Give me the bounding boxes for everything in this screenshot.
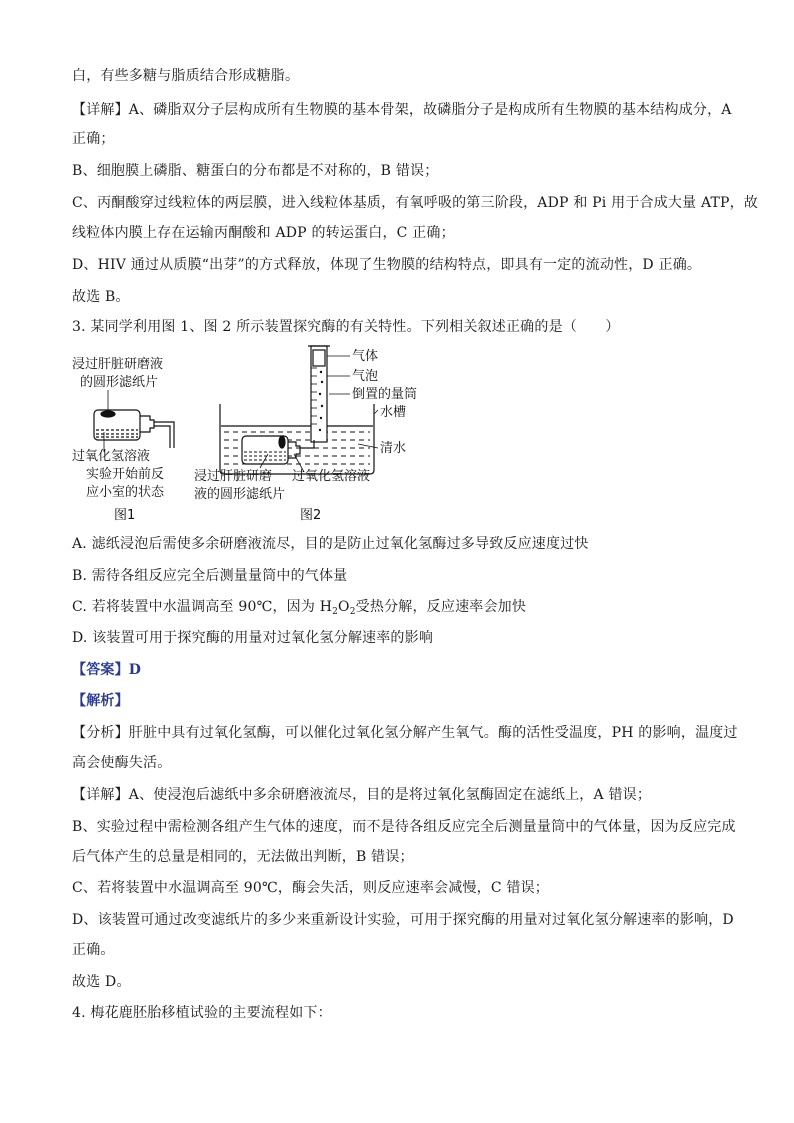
fig1-reaction-chamber [94,390,174,452]
fig1-label-filter-paper-1: 浸过肝脏研磨液 [72,357,164,372]
subscript: 2 [349,607,356,617]
fig1-label-h2o2: 过氧化氢溶液 [72,449,151,464]
next-question-stem: 4. 梅花鹿胚胎移植试验的主要流程如下： [72,1005,332,1021]
text-line: B、细胞膜上磷脂、糖蛋白的分布都是不对称的，B 错误； [72,163,439,179]
fig2-label-filter-paper-1: 浸过肝脏研磨 [194,469,273,484]
analysis-line: C、若将装置中水温调高至 90℃，酶会失活，则反应速率会减慢，C 错误； [72,880,549,896]
option-c [72,597,732,617]
analysis-line: 后气体产生的总量是相同的，无法做出判断，B 错误； [72,849,414,865]
text-line: 【详解】A、磷脂双分子层构成所有生物膜的基本骨架，故磷脂分子是构成所有生物膜的基本结构成分，A [72,102,732,118]
apparatus-figure [68,344,448,526]
option-b: B. 需待各组反应完全后测量量筒中的气体量 [72,568,348,584]
fig1-caption: 图1 [114,508,136,523]
text-line: 白，有些多糖与脂质结合形成糖脂。 [72,68,300,84]
analysis-line: B、实验过程中需检测各组产生气体的速度，而不是待各组反应完全后测量量筒中的气体量，因为反应完成 [72,819,736,835]
analysis-heading: 【解析】 [72,693,129,709]
analysis-line: 【分析】肝脏中具有过氧化氢酶，可以催化过氧化氢分解产生氧气。酶的活性受温度，PH 的影响，温度过 [72,725,738,741]
fig1-label-state-1: 实验开始前反 [86,467,165,482]
analysis-line: D、该装置可通过改变滤纸片的多少来重新设计实验，可用于探究酶的用量对过氧化氢分解速率的影响，D [72,912,734,928]
option-c-text: 受热分解，反应速率会加快 [355,599,527,615]
analysis-line: 高会使酶失活。 [72,755,172,771]
fig2-label-h2o2: 过氧化氢溶液 [292,469,371,484]
option-d: D. 该装置可用于探究酶的用量对过氧化氢分解速率的影响 [72,630,434,646]
fig2-caption: 图2 [300,508,322,523]
fig2-label-cylinder: 倒置的量筒 [352,387,418,402]
question-stem: 3. 某同学利用图 1、图 2 所示装置探究酶的有关特性。下列相关叙述正确的是（ ） [72,319,620,335]
text-line: D、HIV 通过从质膜“出芽”的方式释放，体现了生物膜的结构特点，即具有一定的流动性，D 正确。 [72,257,702,273]
text-line: C、丙酮酸穿过线粒体的两层膜，进入线粒体基质，有氧呼吸的第三阶段，ADP 和 Pi 用于合成大量 ATP，故 [72,195,759,211]
answer-label: 【答案】D [72,662,142,678]
fig2-label-bubble: 气泡 [352,369,379,384]
fig2-label-gas: 气体 [352,349,379,364]
text-line: 线粒体内膜上存在运输丙酮酸和 ADP 的转运蛋白，C 正确； [72,225,455,241]
option-c-text: O [338,599,350,615]
fig1-label-filter-paper-2: 的圆形滤纸片 [80,375,159,390]
option-c-text: C. 若将装置中水温调高至 90℃，因为 H [72,599,333,615]
analysis-line: 【详解】A、使浸泡后滤纸中多余研磨液流尽，目的是将过氧化氢酶固定在滤纸上，A 错误； [72,787,652,803]
fig1-label-state-2: 应小室的状态 [86,485,165,500]
analysis-line: 正确。 [72,942,115,958]
fig2-label-water: 清水 [380,441,407,456]
analysis-line: 故选 D。 [72,974,131,990]
text-line: 故选 B。 [72,289,130,305]
text-line: 正确； [72,131,115,147]
option-a: A. 滤纸浸泡后需使多余研磨液流尽，目的是防止过氧化氢酶过多导致反应速度过快 [72,536,589,552]
subscript: 2 [332,607,339,617]
fig2-water-tank [220,346,378,474]
fig2-label-filter-paper-2: 液的圆形滤纸片 [194,487,286,502]
fig2-label-tank: 水槽 [380,405,407,420]
